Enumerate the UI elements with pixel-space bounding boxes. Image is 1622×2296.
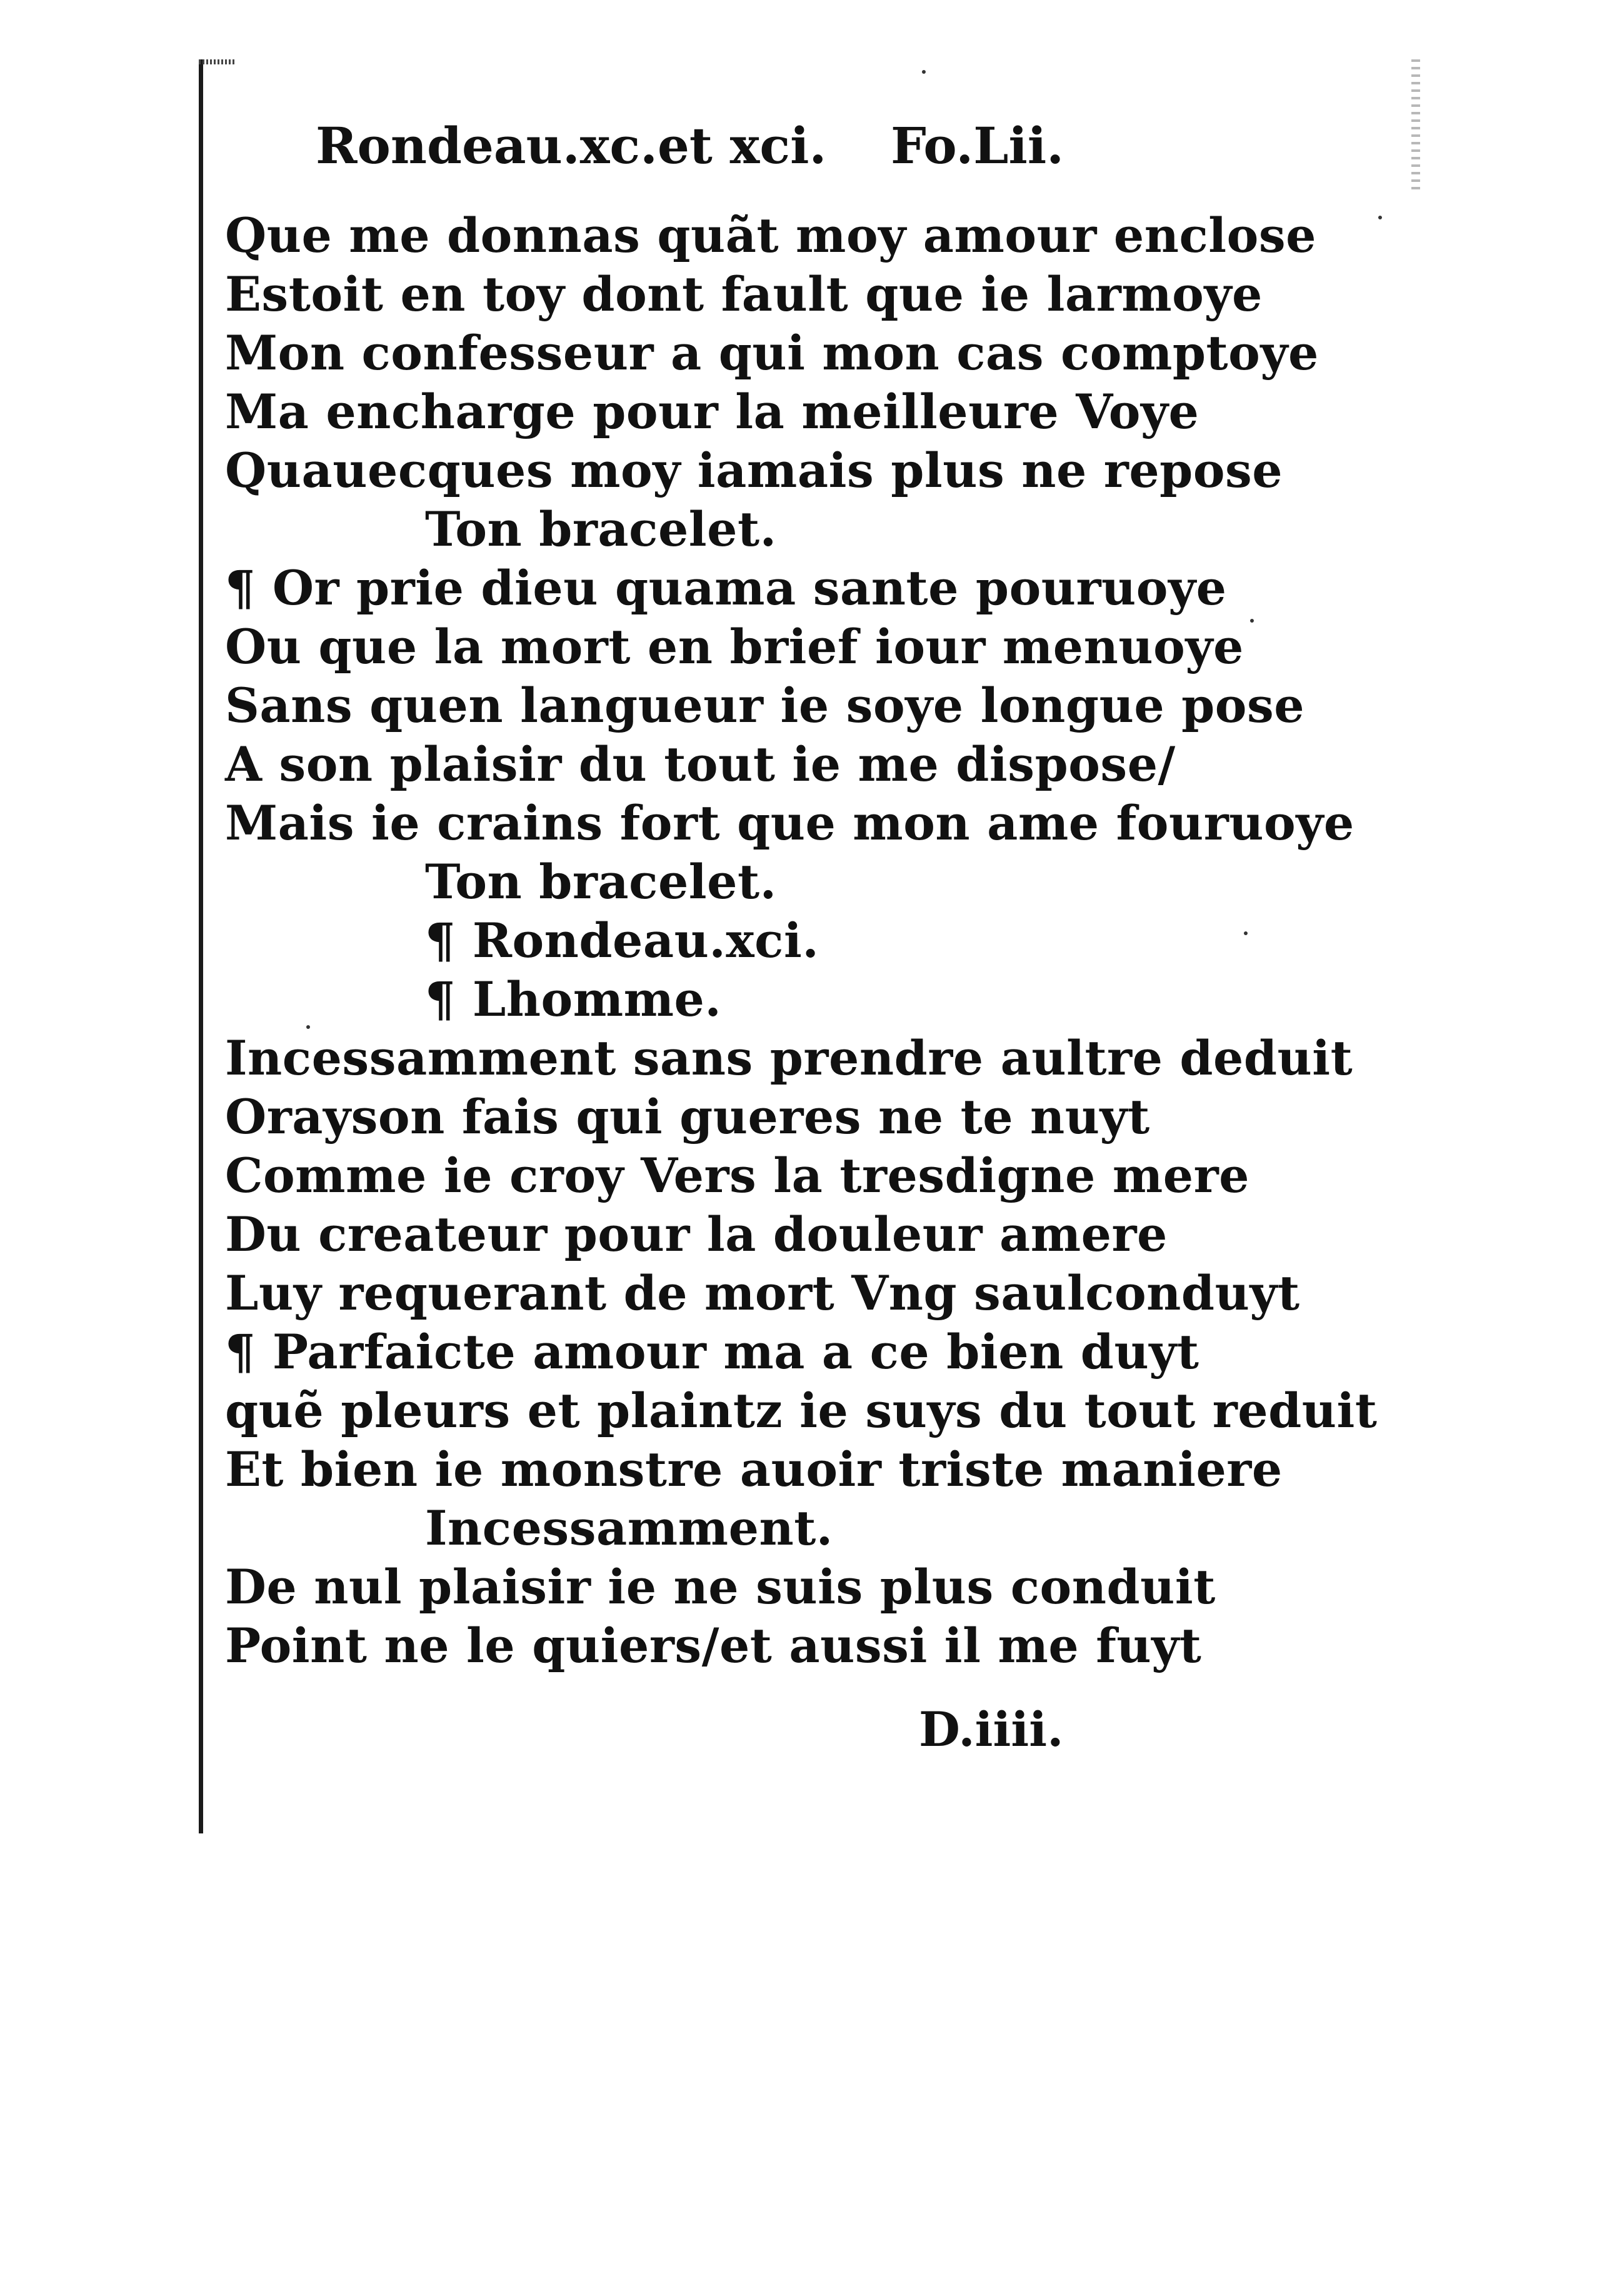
text-line: Orayson fais qui gueres ne te nuyt: [225, 1089, 1150, 1145]
page-header: [316, 111, 1172, 180]
signature-mark: D.iiii.: [919, 1702, 1064, 1757]
ink-speck: [1378, 216, 1382, 219]
scan-artifact-right: [1411, 59, 1420, 191]
text-line: Quauecques moy iamais plus ne repose: [225, 443, 1283, 498]
text-line: Et bien ie monstre auoir triste maniere: [225, 1441, 1283, 1497]
refrain-line: Incessamment.: [425, 1500, 833, 1556]
text-line: quẽ pleurs et plaintz ie suys du tout reduit: [225, 1383, 1378, 1438]
text-line: Ma encharge pour la meilleure Voye: [225, 384, 1199, 439]
refrain-line: Ton bracelet.: [425, 854, 777, 910]
text-line: A son plaisir du tout ie me dispose/: [225, 736, 1176, 792]
folio-number: Fo.Lii.: [891, 116, 1064, 175]
text-line: Mais ie crains fort que mon ame fouruoye: [225, 795, 1354, 851]
text-line: Incessamment sans prendre aultre deduit: [225, 1030, 1353, 1086]
ink-speck: [1250, 619, 1254, 623]
text-line: Estoit en toy dont fault que ie larmoye: [225, 266, 1263, 322]
ink-speck: [1244, 931, 1248, 935]
text-line: Comme ie croy Vers la tresdigne mere: [225, 1148, 1250, 1203]
binding-edge: [199, 59, 203, 1833]
text-line: Sans quen langueur ie soye longue pose: [225, 678, 1305, 733]
ink-speck: [922, 70, 926, 74]
text-line: ¶ Or prie dieu quama sante pouruoye: [225, 560, 1227, 616]
scan-artifact-top: [199, 59, 236, 64]
text-line: Ou que la mort en brief iour menuoye: [225, 619, 1244, 674]
text-line: Que me donnas quãt moy amour enclose: [225, 208, 1316, 263]
section-heading: ¶ Rondeau.xci.: [425, 913, 819, 968]
text-line: Du createur pour la douleur amere: [225, 1206, 1168, 1262]
text-line: Luy requerant de mort Vng saulconduyt: [225, 1265, 1300, 1321]
text-line: Mon confesseur a qui mon cas comptoye: [225, 325, 1319, 381]
refrain-line: Ton bracelet.: [425, 501, 777, 557]
text-line: Point ne le quiers/et aussi il me fuyt: [225, 1618, 1202, 1673]
text-line: De nul plaisir ie ne suis plus conduit: [225, 1559, 1216, 1615]
speaker-heading: ¶ Lhomme.: [425, 971, 722, 1027]
text-line: ¶ Parfaicte amour ma a ce bien duyt: [225, 1324, 1199, 1380]
running-title: Rondeau.xc.et xci.: [316, 116, 827, 175]
